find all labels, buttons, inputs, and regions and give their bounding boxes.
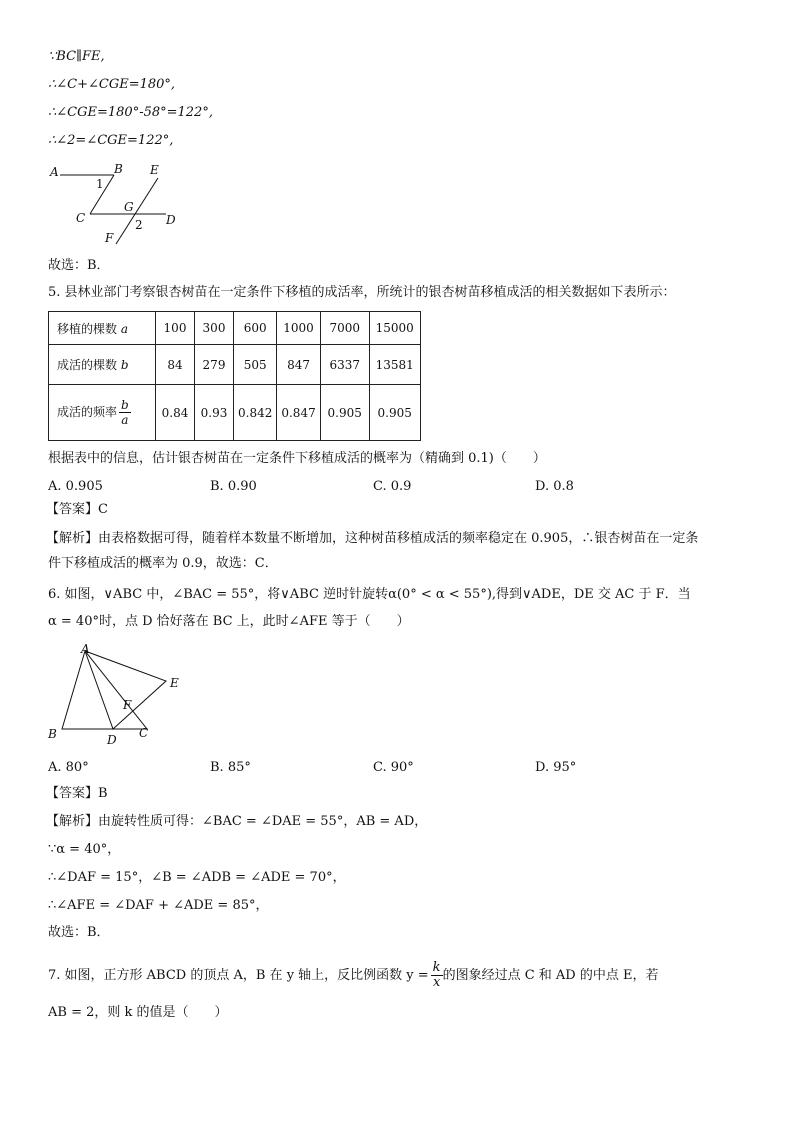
label-e: E [150, 163, 159, 177]
choice-line: 故选：B． [48, 925, 110, 940]
label-b: B [48, 727, 57, 741]
label-a: A [81, 642, 90, 656]
table-cell: 300 [195, 312, 234, 345]
table-cell: 13581 [369, 345, 420, 385]
label-angle-1: 1 [96, 177, 104, 191]
proof-line: ∴∠2=∠CGE=122°, [48, 133, 174, 148]
q7-stem-post: 的图象经过点 C 和 AD 的中点 E，若 [442, 968, 659, 983]
parallel-lines-figure [44, 160, 184, 250]
q5-stem: 5. 县林业部门考察银杏树苗在一定条件下移植的成活率，所统计的银杏树苗移植成活的相关数据如下表所示： [48, 285, 676, 300]
table-cell: 84 [156, 345, 195, 385]
label-c: C [139, 726, 149, 740]
analysis-line: ∴∠AFE = ∠DAF + ∠ADE = 85°， [48, 898, 269, 913]
table-cell: 7000 [320, 312, 369, 345]
analysis-line: 【解析】由旋转性质可得：∠BAC = ∠DAE = 55°，AB = AD， [46, 814, 428, 829]
label-g: G [124, 200, 134, 214]
q5-question: 根据表中的信息，估计银杏树苗在一定条件下移植成活的概率为（精确到 0.1)（ ） [48, 451, 546, 466]
table-cell: 0.93 [195, 385, 234, 441]
option-c: C. 90° [373, 760, 414, 775]
table-cell: 600 [234, 312, 277, 345]
fraction-k-over-x: $\frac{k}{x}$ [432, 960, 441, 990]
triangle-abc [62, 651, 147, 729]
table-row [49, 312, 421, 345]
line-ef [116, 178, 158, 244]
q7-stem [48, 961, 658, 990]
q7-stem-pre: 7. 如图，正方形 ABCD 的顶点 A，B 在 y 轴上，反比例函数 y = [48, 968, 429, 983]
table-cell: 100 [156, 312, 195, 345]
analysis-line: ∴∠DAF = 15°，∠B = ∠ADB = ∠ADE = 70°， [48, 870, 346, 885]
table-row [49, 385, 421, 441]
rotation-triangle-figure [44, 642, 194, 752]
table-cell: 847 [277, 345, 320, 385]
table-cell: 0.84 [156, 385, 195, 441]
label-e: E [170, 676, 179, 690]
answer-line: 【答案】B [46, 786, 108, 801]
label-angle-2: 2 [135, 218, 143, 232]
table-row [49, 345, 421, 385]
table-cell: 0.847 [277, 385, 320, 441]
label-a: A [50, 165, 59, 179]
option-d: D. 0.8 [535, 479, 574, 494]
table-cell: 0.905 [320, 385, 369, 441]
analysis-line: 件下移植成活的概率为 0.9，故选：C． [48, 556, 278, 571]
option-b: B. 0.90 [210, 479, 257, 494]
label-c: C [76, 211, 86, 225]
label-f: F [105, 231, 114, 245]
table-cell: 6337 [320, 345, 369, 385]
table-cell: 0.905 [369, 385, 420, 441]
label-d: D [166, 213, 176, 227]
analysis-line: ∵α = 40°， [48, 842, 121, 857]
table-cell: 505 [234, 345, 277, 385]
proof-line: ∴∠C+∠CGE=180°, [48, 77, 176, 92]
q7-stem: AB = 2，则 k 的值是（ ） [48, 1005, 228, 1020]
table-cell: 0.842 [234, 385, 277, 441]
q6-stem: 6. 如图，∨ABC 中，∠BAC = 55°，将∨ABC 逆时针旋转α(0° < α < 55°),得到∨ADE，DE 交 AC 于 F．当 [48, 587, 691, 602]
q6-stem: α = 40°时，点 D 恰好落在 BC 上，此时∠AFE 等于（ ） [48, 614, 410, 629]
triangle-ade [85, 651, 166, 729]
answer-line: 【答案】C [46, 502, 108, 517]
proof-line: ∵BC∥FE, [48, 49, 105, 64]
proof-line: ∴∠CGE=180°-58°=122°, [48, 105, 213, 120]
label-f: F [123, 698, 132, 712]
row-label: 成活的棵数 b [49, 345, 156, 385]
choice-line: 故选：B． [48, 258, 110, 273]
row-label: 成活的频率 $\frac{b}{a}$ [49, 385, 156, 441]
label-d: D [107, 733, 117, 747]
option-d: D. 95° [535, 760, 577, 775]
option-a: A. 80° [48, 760, 89, 775]
table-cell: 15000 [369, 312, 420, 345]
option-b: B. 85° [210, 760, 251, 775]
analysis-line: 【解析】由表格数据可得，随着样本数量不断增加，这种树苗移植成活的频率稳定在 0.905，∴银杏树苗在一定条 [46, 531, 699, 546]
label-b: B [114, 162, 123, 176]
option-a: A. 0.905 [48, 479, 103, 494]
fraction-b-over-a: $\frac{b}{a}$ [121, 398, 129, 427]
row-label: 移植的棵数 a [49, 312, 156, 345]
table-cell: 279 [195, 345, 234, 385]
option-c: C. 0.9 [373, 479, 412, 494]
table-cell: 1000 [277, 312, 320, 345]
frequency-table [48, 311, 421, 441]
